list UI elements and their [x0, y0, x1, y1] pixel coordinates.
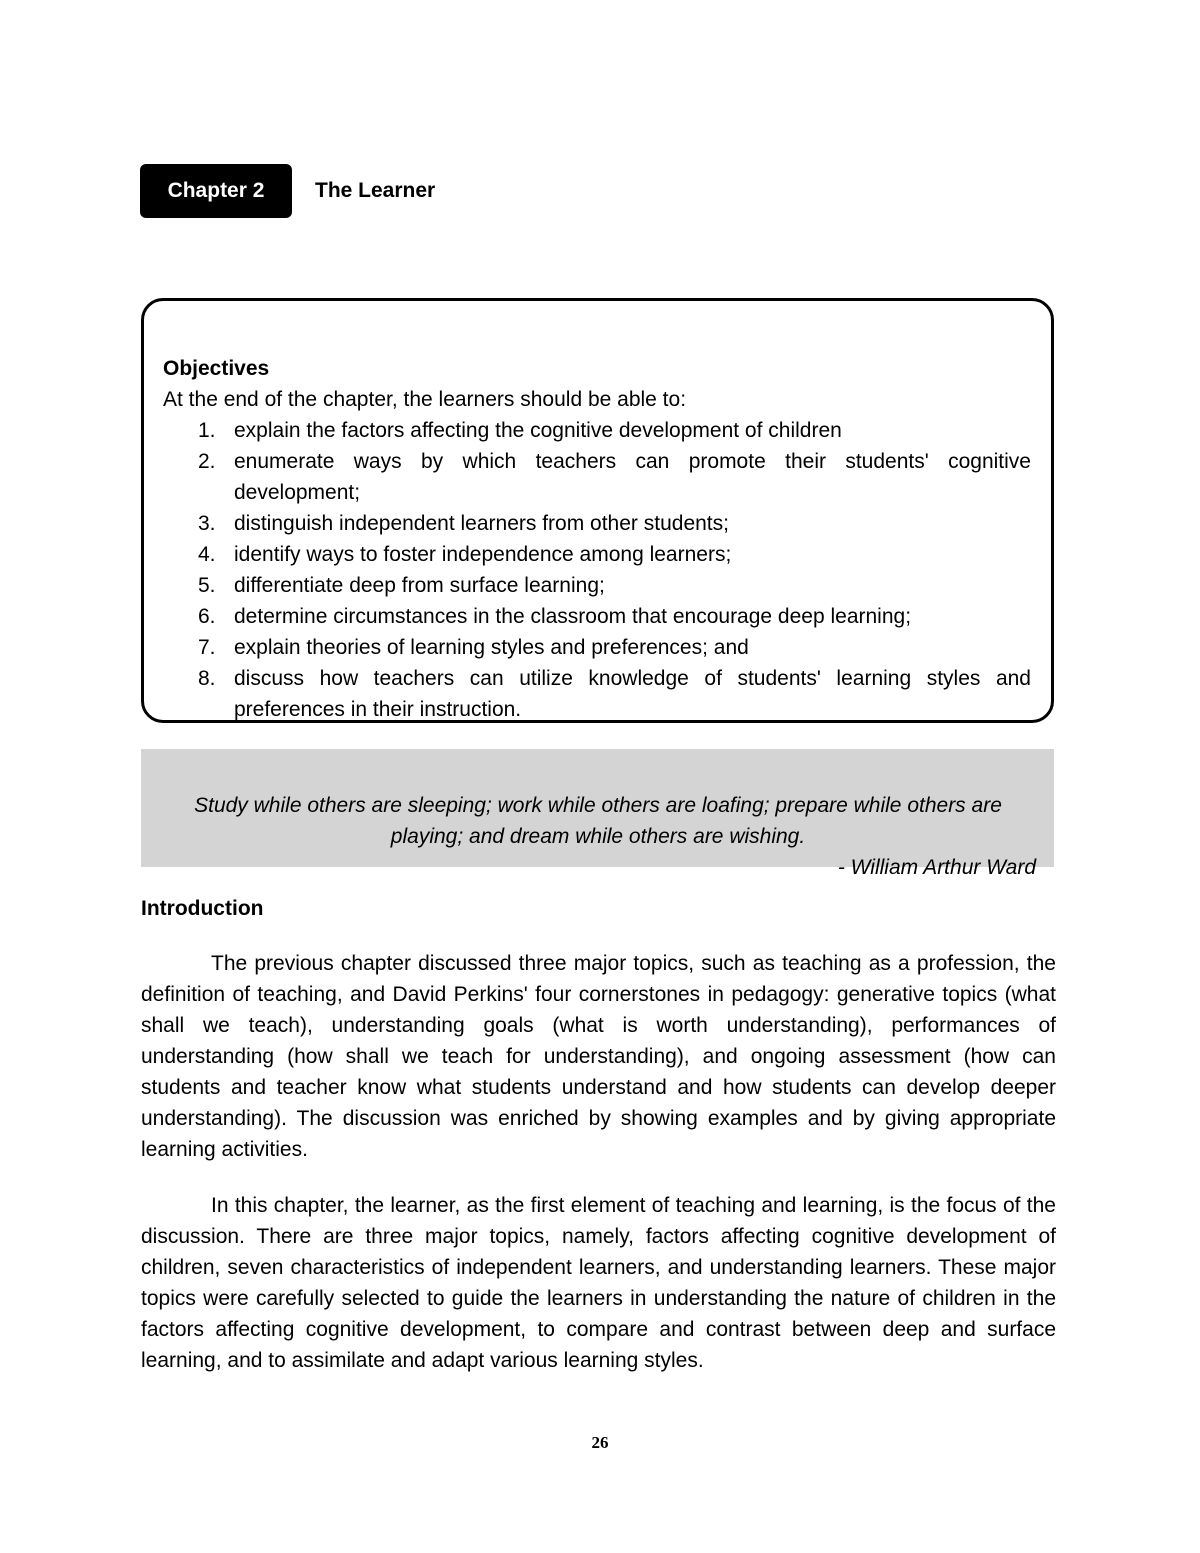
- introduction-paragraph: In this chapter, the learner, as the first element of teaching and learning, is the focus of the discussion. There are three major topics, namely, factors affecting cognitive development of children, seven characteristics of independent learners, and understanding learners. These major topics were carefully selected to guide the learners in understanding the nature of children in the factors affecting cognitive development, to compare and contrast between deep and surface learning, and to assimilate and adapt various learning styles.: [141, 1194, 1056, 1372]
- objective-text: explain theories of learning styles and preferences; and: [234, 636, 749, 659]
- page-number: 26: [591, 1433, 609, 1452]
- chapter-badge: Chapter 2: [140, 164, 292, 218]
- objective-number: 3.: [198, 512, 216, 535]
- quote-text: Study while others are sleeping; work while others are loafing; prepare while others are playing; and dream while others are wishing.: [194, 794, 1002, 848]
- objective-text: discuss how teachers can utilize knowledge of students' learning styles and preferences in their instruction.: [234, 667, 1031, 721]
- objective-number: 5.: [198, 574, 216, 597]
- objectives-intro: At the end of the chapter, the learners should be able to:: [163, 388, 687, 411]
- objective-text: determine circumstances in the classroom that encourage deep learning;: [234, 605, 912, 628]
- introduction-paragraph: The previous chapter discussed three major topics, such as teaching as a profession, the definition of teaching, and David Perkins' four cornerstones in pedagogy: generative topics (what shall we teach), understanding goals (what is worth understanding), performances of understanding (how shall we teach for understanding), and ongoing assessment (how can students and teacher know what students understand and how students can develop deeper understanding). The discussion was enriched by showing examples and by giving appropriate learning activities.: [141, 952, 1056, 1161]
- objective-item: [163, 601, 1031, 632]
- objective-text: explain the factors affecting the cognitive development of children: [234, 419, 842, 442]
- objective-item: [163, 508, 1031, 539]
- objective-number: 4.: [198, 543, 216, 566]
- objective-item: [163, 415, 1031, 446]
- objective-number: 6.: [198, 605, 216, 628]
- objective-text: differentiate deep from surface learning;: [234, 574, 605, 597]
- objectives-list: [163, 415, 1031, 725]
- objective-number: 8.: [198, 667, 216, 690]
- objective-item: [163, 570, 1031, 601]
- objective-item: [163, 446, 1031, 508]
- quote-author: - William Arthur Ward: [837, 856, 1036, 879]
- objective-item: [163, 663, 1031, 725]
- chapter-title: The Learner: [315, 179, 436, 202]
- objective-number: 7.: [198, 636, 216, 659]
- objective-text: identify ways to foster independence among learners;: [234, 543, 732, 566]
- objective-number: 2.: [198, 450, 216, 473]
- objective-text: distinguish independent learners from other students;: [234, 512, 729, 535]
- objective-text: enumerate ways by which teachers can promote their students' cognitive development;: [234, 450, 1031, 504]
- objective-item: [163, 539, 1031, 570]
- introduction-heading: Introduction: [141, 897, 264, 920]
- objective-item: [163, 632, 1031, 663]
- objectives-content: [163, 353, 1031, 725]
- objective-number: 1.: [198, 419, 216, 442]
- objectives-heading: Objectives: [163, 357, 270, 380]
